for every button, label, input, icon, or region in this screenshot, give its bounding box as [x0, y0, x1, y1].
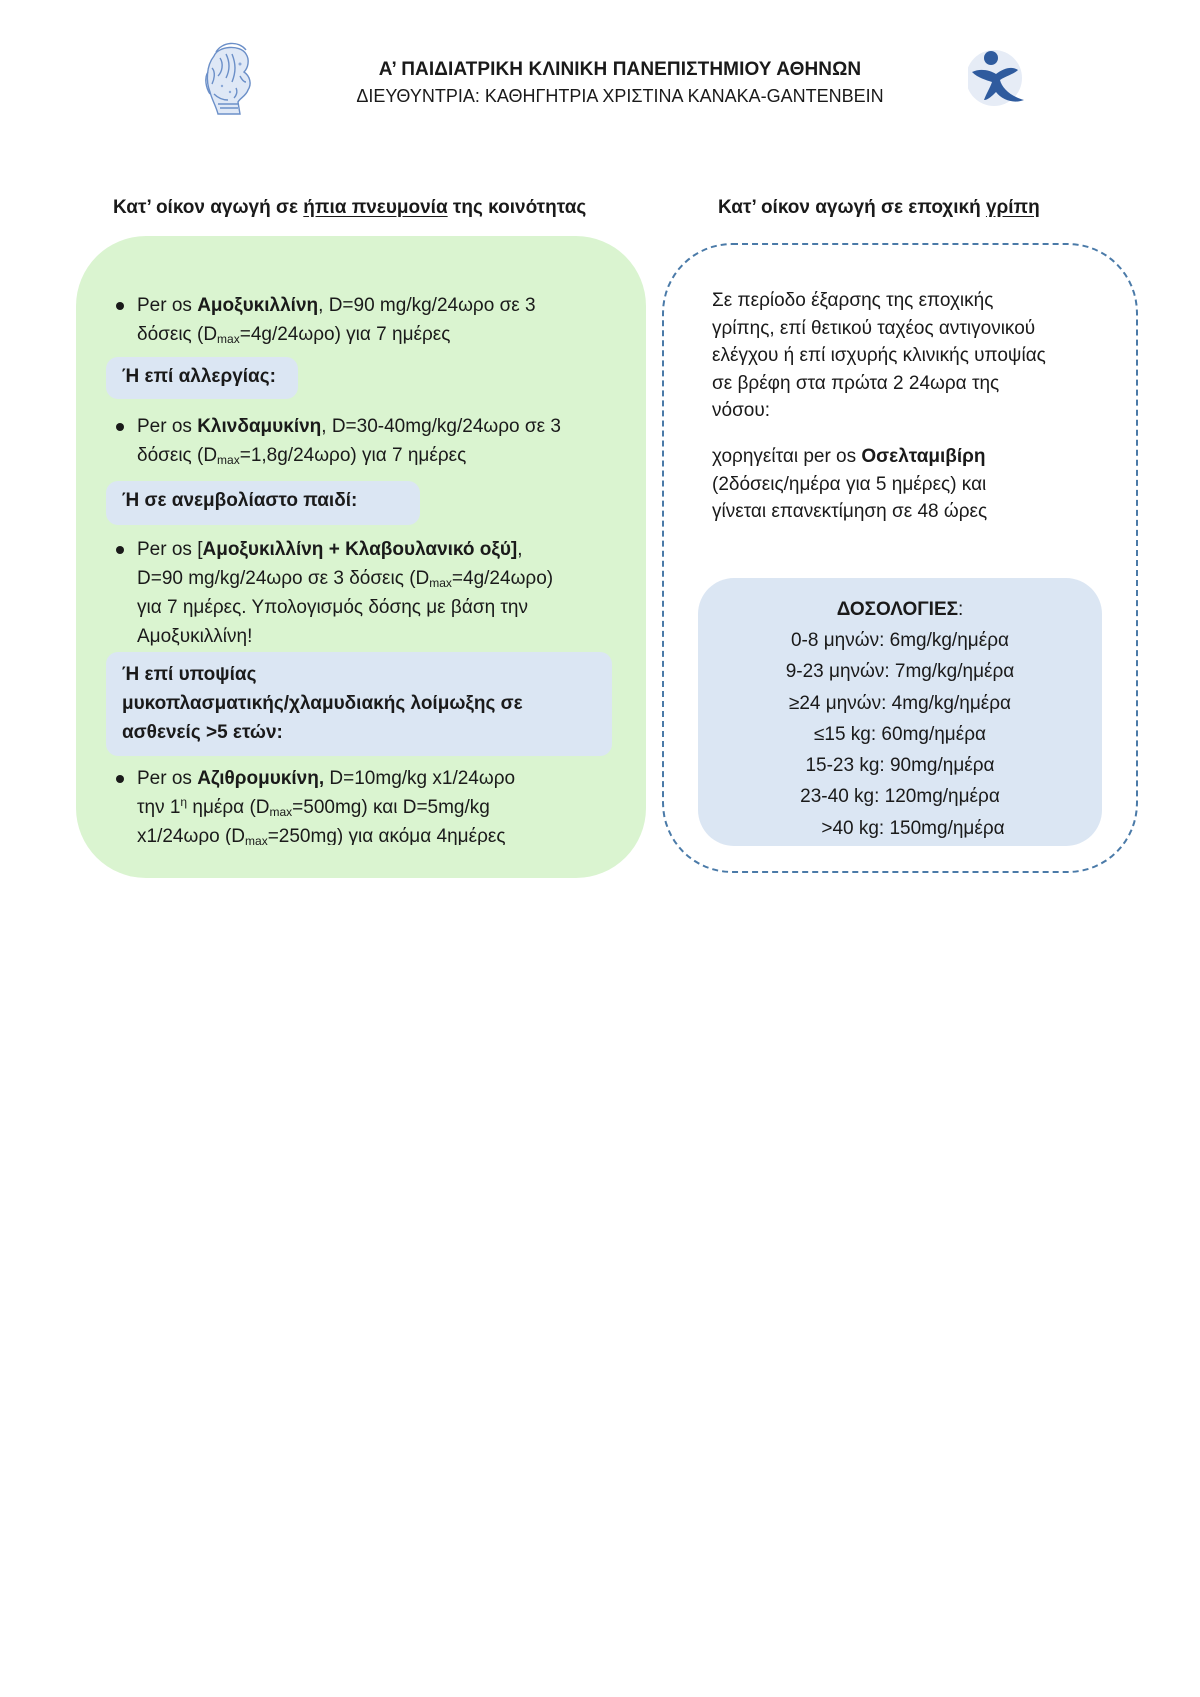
influenza-panel [662, 243, 1138, 873]
allergy-label: Ή επί αλλεργίας: [106, 357, 298, 399]
bullet-amoxicillin-clavulanate: Per os [Αμοξυκιλλίνη + Κλαβουλανικό οξύ], D=90 mg/kg/24ωρο σε 3 δόσεις $(D_{max}=4g/24\omega\rho o)$ για 7 ημέρες. Υπολογισμός δόσης με βάση την Αμοξυκιλλίνη! [137, 539, 554, 647]
pneumonia-heading: Κατ’ οίκον αγωγή σε ήπια πνευμονία της κοινότητας [113, 197, 587, 218]
influenza-heading: Κατ’ οίκον αγωγή σε εποχική γρίπη [718, 197, 1040, 218]
bullet-amoxicillin: Per os Αμοξυκιλλίνη, D=90 mg/kg/24ωρο σε 3 δόσεις $(D_{max}=4g/24\omega\rho o)$ για 7 ημέρες [137, 295, 536, 346]
dosing-line: 15-23 kg: 90mg/ημέρα [805, 755, 995, 777]
dosing-box [698, 578, 1102, 846]
bullet-clindamycin: Per os Κλινδαμυκίνη, D=30-40mg/kg/24ωρο σε 3 δόσεις $(D_{max}=1,8g/24\omega\rho o)$ για 7 ημέρες [137, 416, 561, 467]
dosing-line: 9-23 μηνών: 7mg/kg/ημέρα [785, 661, 1015, 683]
unvaccinated-label: Ή σε ανεμβολίαστο παιδί: [106, 481, 420, 525]
influenza-indication: Σε περίοδο έξαρσης της εποχικής γρίπης, επί θετικού ταχέος αντιγονικού ελέγχου ή επί ισχυρής κλινικής υποψίας σε βρέφη στα πρώτα 2 24ωρα της νόσου: [712, 290, 1046, 421]
clinic-title: Α’ ΠΑΙΔΙΑΤΡΙΚΗ ΚΛΙΝΙΚΗ ΠΑΝΕΠΙΣΤΗΜΙΟΥ ΑΘΗΝΩΝ [378, 59, 862, 80]
mycoplasma-label: Ή επί υποψίας μυκοπλασματικής/χλαμυδιακής λοίμωξης σε ασθενείς >5 ετών: [106, 652, 612, 756]
dosing-line: ≥24 μηνών: 4mg/kg/ημέρα [788, 692, 1012, 714]
header [300, 57, 940, 109]
pneumonia-panel [76, 236, 646, 878]
bullet-azithromycin: Per os Αζιθρομυκίνη, D=10mg/kg x1/24ωρο την $1^\eta$ ημέρα $(D_{max}=500mg)$ και D=5mg/kg x1/24ωρο $(D_{max}=250mg)$ για ακόμα 4ημέρες [137, 768, 516, 845]
dosing-line: 0-8 μηνών: 6mg/kg/ημέρα [790, 630, 1009, 651]
dosing-line: 23-40 kg: 120mg/ημέρα [800, 786, 1000, 808]
child-figure-logo [968, 46, 1028, 108]
director-subtitle: ΔΙΕΥΘΥΝΤΡΙΑ: ΚΑΘΗΓΗΤΡΙΑ ΧΡΙΣΤΙΝΑ ΚΑΝΑΚΑ-GANTENBEIN [356, 86, 884, 106]
athena-head-logo [200, 42, 258, 118]
dosing-line: >40 kg: 150mg/ημέρα [821, 817, 1005, 839]
dosing-line: ≤15 kg: 60mg/ημέρα [813, 723, 987, 745]
dosing-title: ΔΟΣΟΛΟΓΙΕΣ: [836, 599, 964, 620]
influenza-treatment: χορηγείται per os Οσελταμιβίρη (2δόσεις/ημέρα για 5 ημέρες) και γίνεται επανεκτίμηση σε 48 ώρες [712, 446, 988, 522]
